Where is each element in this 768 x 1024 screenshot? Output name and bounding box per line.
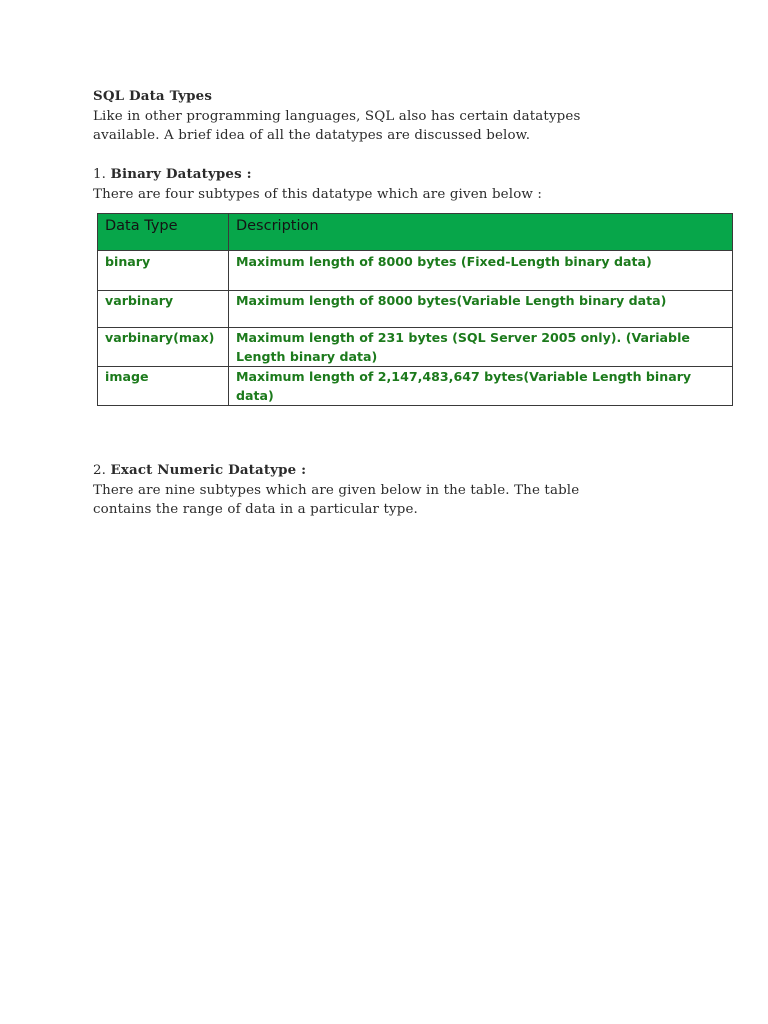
cell-description: Maximum length of 8000 bytes(Variable Length binary data): [228, 291, 732, 328]
numeric-line-1: There are nine subtypes which are given below in the table. The table: [93, 482, 580, 498]
numeric-section-number: 2.: [93, 463, 107, 478]
numeric-line-2: contains the range of data in a particular type.: [93, 502, 418, 517]
page-title: SQL Data Types: [93, 88, 213, 104]
cell-description: Maximum length of 2,147,483,647 bytes(Variable Length binary data): [228, 367, 732, 406]
cell-description: Maximum length of 8000 bytes (Fixed-Length binary data): [228, 251, 732, 291]
binary-heading: [93, 165, 653, 185]
intro-section: [93, 87, 653, 146]
table-row: [98, 251, 733, 291]
cell-type: varbinary: [98, 291, 229, 328]
table-header-row: [98, 214, 733, 251]
intro-line-1: Like in other programming languages, SQL also has certain datatypes: [93, 108, 581, 124]
binary-datatypes-table: [97, 213, 733, 406]
table-row: [98, 367, 733, 406]
binary-section: [93, 165, 653, 204]
cell-type: image: [98, 367, 229, 406]
cell-type: binary: [98, 251, 229, 291]
numeric-section: [93, 461, 653, 520]
cell-type: varbinary(max): [98, 328, 229, 367]
cell-description: Maximum length of 231 bytes (SQL Server 2005 only). (Variable Length binary data): [228, 328, 732, 367]
table-row: [98, 291, 733, 328]
binary-section-title: Binary Datatypes :: [110, 166, 252, 182]
header-data-type: Data Type: [98, 214, 229, 251]
binary-section-number: 1.: [93, 167, 107, 182]
numeric-heading: [93, 461, 653, 481]
table-row: [98, 328, 733, 367]
header-description: Description: [228, 214, 732, 251]
numeric-section-title: Exact Numeric Datatype :: [110, 462, 307, 478]
binary-description: There are four subtypes of this datatype which are given below :: [93, 186, 543, 202]
intro-line-2: available. A brief idea of all the datatypes are discussed below.: [93, 128, 531, 143]
